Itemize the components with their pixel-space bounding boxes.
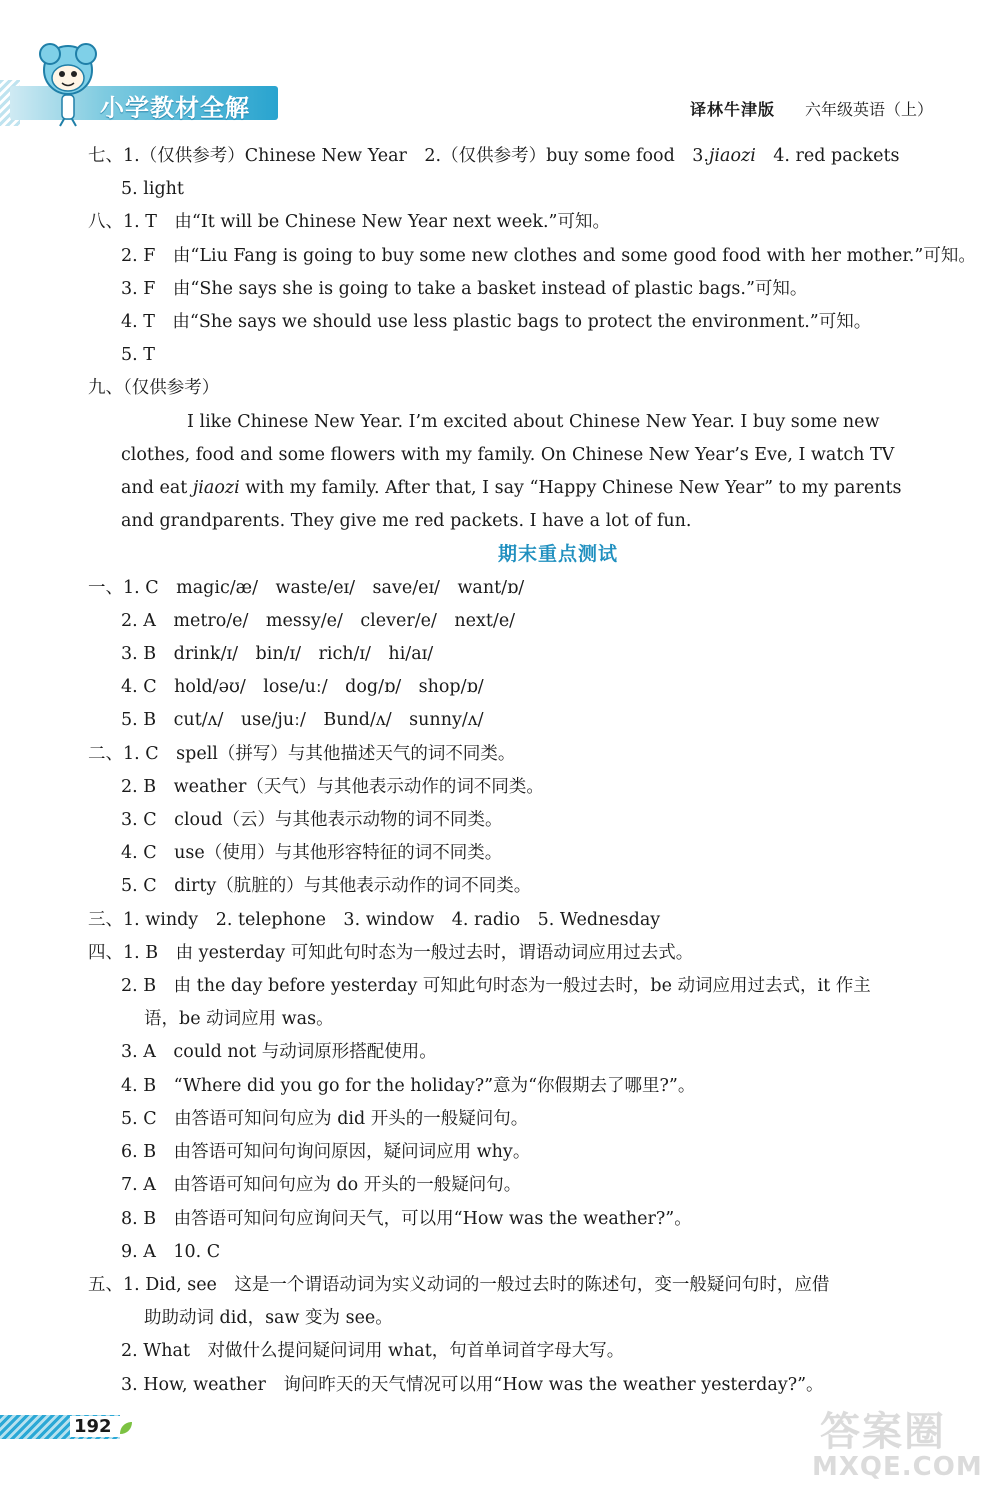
text-line: 助助动词 did，saw 变为 see。 — [144, 1308, 393, 1329]
text-line — [88, 140, 948, 173]
text-line: 2. B 由 the day before yesterday 可知此句时态为一般过去时，be 动词应用过去式，it 作主 — [121, 976, 871, 997]
text-line: I like Chinese New Year. I’m excited about Chinese New Year. I buy some new — [187, 411, 880, 432]
text-line: 5. C 由答语可知问句应为 did 开头的一般疑问句。 — [121, 1108, 529, 1129]
text-line: 5. T — [121, 345, 155, 366]
text-italic: jiaozi — [192, 478, 240, 499]
watermark-text: 答案圈 — [820, 1409, 946, 1455]
text-line: 8. B 由答语可知问句应询问天气，可以用“How was the weather?”。 — [121, 1208, 692, 1229]
text-line: clothes, food and some flowers with my family. On Chinese New Year’s Eve, I watch TV — [121, 444, 895, 465]
text-line: 3. F 由“She says she is going to take a basket instead of plastic bags.”可知。 — [121, 278, 808, 299]
text-italic: jiaozi — [708, 146, 756, 166]
text-line: 2. B weather（天气）与其他表示动作的词不同类。 — [121, 776, 544, 797]
text-line: 2. A metro/e/ messy/e/ clever/e/ next/e/ — [121, 610, 516, 631]
text-span: 七、1.（仅供参考）Chinese New Year 2.（仅供参考）buy some food 3. — [88, 146, 709, 166]
edition-label: 译林牛津版 — [690, 100, 776, 119]
text-span: with my family. After that, I say “Happy Chinese New Year” to my parents — [239, 478, 902, 499]
text-line: 4. C use（使用）与其他形容特征的词不同类。 — [121, 843, 503, 864]
text-line: 一、1. C magic/æ/ waste/eɪ/ save/eɪ/ want/ɒ/ — [88, 577, 525, 598]
text-line: 八、1. T 由“It will be Chinese New Year next week.”可知。 — [88, 212, 610, 233]
text-line: 6. B 由答语可知问句询问原因，疑问词应用 why。 — [121, 1142, 531, 1163]
text-line: 4. C hold/əʊ/ lose/uː/ dog/ɒ/ shop/ɒ/ — [121, 677, 484, 698]
answer-content — [88, 140, 976, 1402]
text-line: 4. B “Where did you go for the holiday?”意为“你假期去了哪里?”。 — [121, 1075, 696, 1096]
text-line: 3. B drink/ɪ/ bin/ɪ/ rich/ɪ/ hi/aɪ/ — [121, 644, 434, 665]
text-span: 4. red packets — [755, 146, 900, 166]
text-line: 3. A could not 与动词原形搭配使用。 — [121, 1042, 437, 1063]
text-line: 九、（仅供参考） — [88, 378, 220, 399]
text-line: 四、1. B 由 yesterday 可知此句时态为一般过去时，谓语动词应用过去式。 — [88, 942, 694, 963]
text-line: 语，be 动词应用 was。 — [144, 1009, 334, 1030]
text-line: 3. How, weather 询问昨天的天气情况可以用“How was the weather yesterday?”。 — [121, 1374, 824, 1395]
text-span: and eat — [121, 478, 193, 499]
page-header — [0, 0, 1000, 140]
leaf-icon — [118, 1420, 134, 1436]
text-line: 3. C cloud（云）与其他表示动物的词不同类。 — [121, 810, 503, 831]
text-line: 三、1. windy 2. telephone 3. window 4. radio 5. Wednesday — [88, 909, 661, 930]
text-line: 2. F 由“Liu Fang is going to buy some new clothes and some good food with her mother.”可知。 — [121, 245, 976, 266]
page-number: 192 — [70, 1416, 124, 1437]
text-line — [88, 472, 948, 505]
text-line: 二、1. C spell（拼写）与其他描述天气的词不同类。 — [88, 743, 516, 764]
text-line: 4. T 由“She says we should use less plastic bags to protect the environment.”可知。 — [121, 312, 872, 333]
book-title: 小学教材全解 — [100, 94, 250, 122]
text-line: 5. light — [121, 179, 184, 200]
text-line: 5. C dirty（肮脏的）与其他表示动作的词不同类。 — [121, 876, 532, 897]
section-title: 期末重点测试 — [497, 543, 618, 566]
grade-label: 六年级英语（上） — [805, 100, 934, 119]
watermark-url: MXQE.COM — [812, 1452, 983, 1482]
text-line: 2. What 对做什么提问疑问词用 what，句首单词首字母大写。 — [121, 1341, 625, 1362]
text-line: 7. A 由答语可知问句应为 do 开头的一般疑问句。 — [121, 1175, 522, 1196]
watermark — [812, 1400, 992, 1490]
text-line: 9. A 10. C — [121, 1241, 221, 1262]
text-line: and grandparents. They give me red packets. I have a lot of fun. — [121, 511, 692, 532]
text-line: 五、1. Did, see 这是一个谓语动词为实义动词的一般过去时的陈述句，变一般疑问句时，应借 — [88, 1274, 830, 1295]
text-line: 5. B cut/ʌ/ use/juː/ Bund/ʌ/ sunny/ʌ/ — [121, 710, 484, 731]
